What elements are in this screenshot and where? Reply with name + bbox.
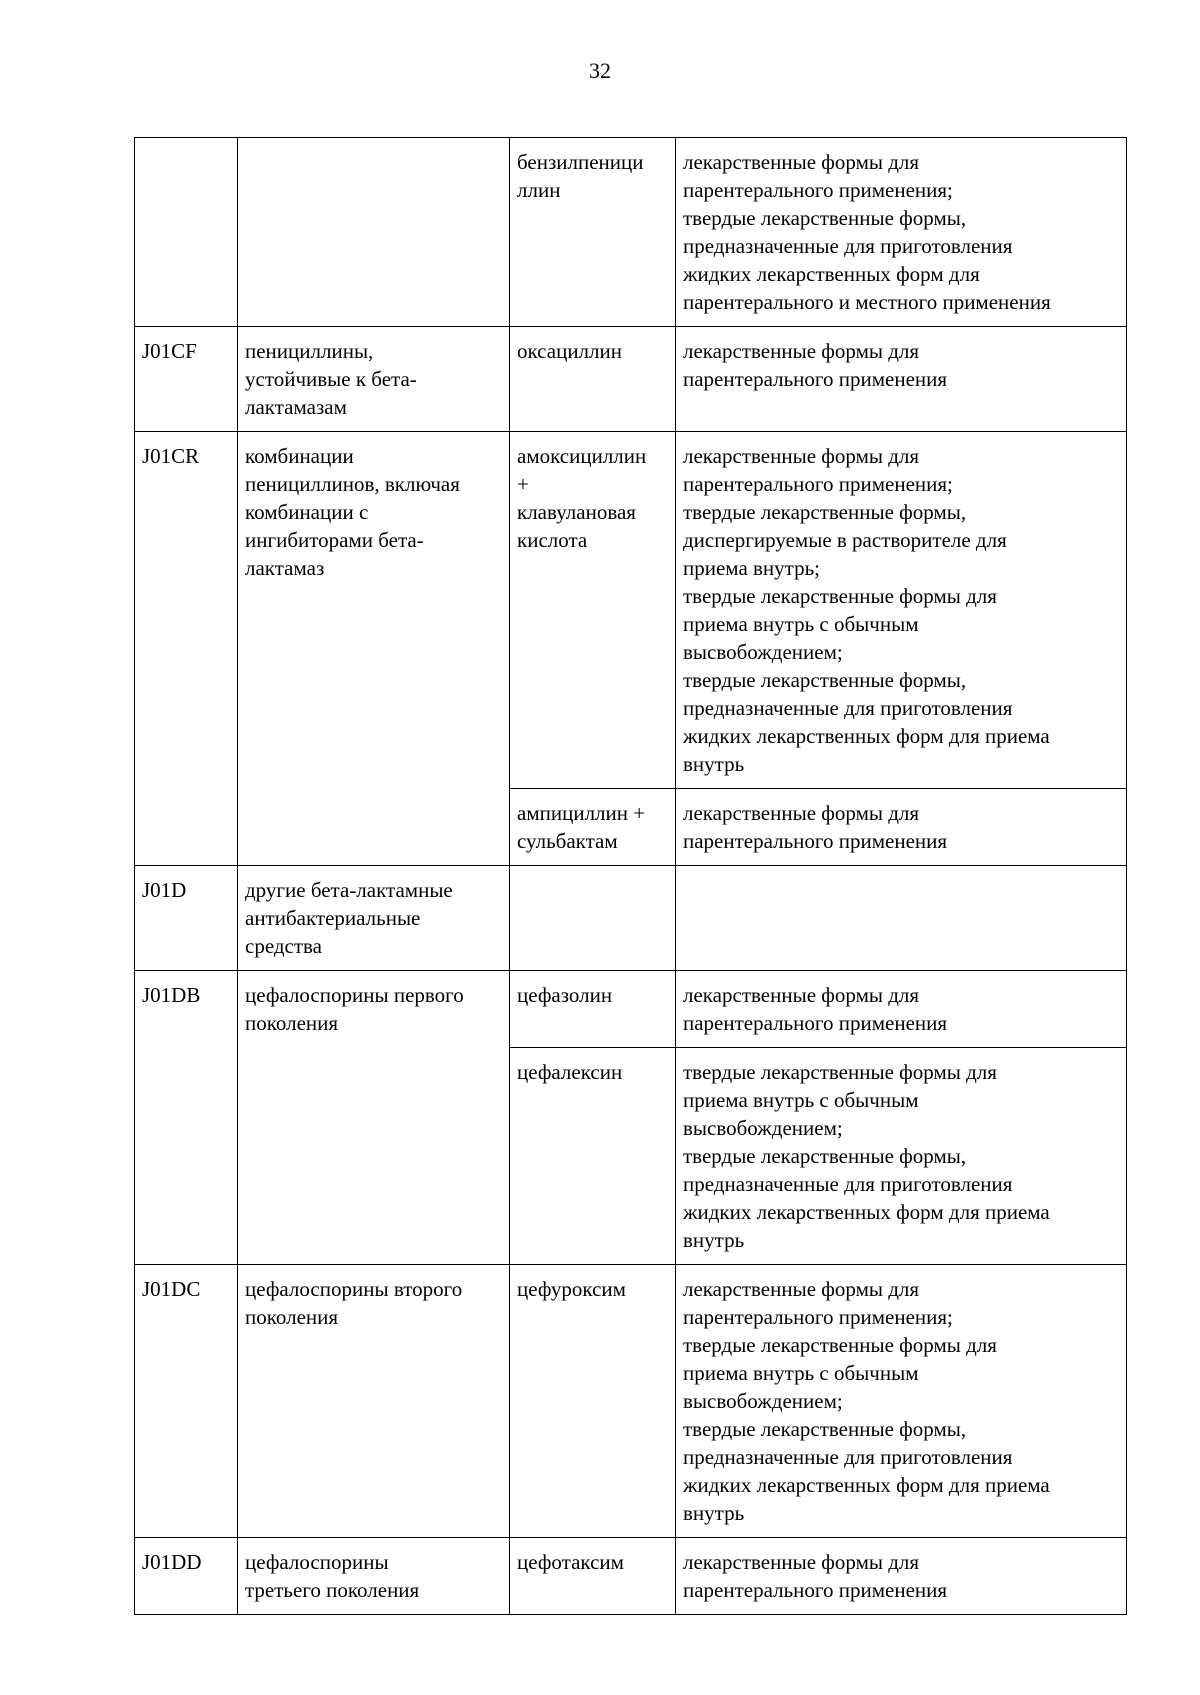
dosage-form-line: предназначенные для приготовления [683, 1445, 1013, 1469]
drug-name-cell [510, 866, 676, 971]
dosage-form-line: лекарственные формы для [683, 444, 920, 468]
dosage-form-line: приема внутрь с обычным [683, 1088, 919, 1112]
drug-name-line: + [517, 472, 529, 496]
drug-name-cell [510, 327, 676, 432]
dosage-forms-cell [676, 789, 1127, 866]
group-name-cell [238, 327, 510, 432]
group-name-line: устойчивые к бета- [245, 367, 417, 391]
drug-name-line: амоксициллин [517, 444, 647, 468]
dosage-form-line: лекарственные формы для [683, 1277, 920, 1301]
dosage-forms-cell [676, 866, 1127, 971]
dosage-forms-cell [676, 138, 1127, 327]
group-name-line: поколения [245, 1305, 339, 1329]
drug-name-line: цефалексин [517, 1060, 623, 1084]
atc-code-cell [135, 138, 238, 327]
table-row [135, 138, 1127, 327]
group-name-line: антибактериальные [245, 906, 421, 930]
dosage-form-line: парентерального применения; [683, 472, 953, 496]
group-name-line: цефалоспорины второго [245, 1277, 463, 1301]
drug-name-cell [510, 138, 676, 327]
drug-name-line: сульбактам [517, 829, 618, 853]
dosage-form-line: твердые лекарственные формы, [683, 1417, 967, 1441]
atc-code-cell: J01CF [135, 327, 238, 432]
dosage-form-line: твердые лекарственные формы для [683, 1333, 997, 1357]
group-name-line: средства [245, 934, 323, 958]
table-row [135, 1265, 1127, 1538]
drug-name-line: оксациллин [517, 339, 622, 363]
drug-name-line: цефотаксим [517, 1550, 624, 1574]
table-row [135, 1538, 1127, 1615]
dosage-form-line: парентерального применения; [683, 178, 953, 202]
dosage-form-line: твердые лекарственные формы для [683, 1060, 997, 1084]
dosage-form-line: предназначенные для приготовления [683, 696, 1013, 720]
group-name-line: цефалоспорины [245, 1550, 389, 1574]
dosage-form-line: лекарственные формы для [683, 983, 920, 1007]
group-name-cell [238, 1265, 510, 1538]
dosage-form-line: внутрь [683, 1501, 745, 1525]
dosage-form-line: твердые лекарственные формы, [683, 1144, 967, 1168]
dosage-form-line: парентерального применения [683, 367, 948, 391]
group-name-line: комбинации с [245, 500, 369, 524]
dosage-form-line: жидких лекарственных форм для приема [683, 1473, 1050, 1497]
atc-code-cell: J01D [135, 866, 238, 971]
group-name-line: цефалоспорины первого [245, 983, 464, 1007]
group-name-cell [238, 138, 510, 327]
group-name-line: пенициллинов, включая [245, 472, 460, 496]
atc-code-cell: J01DD [135, 1538, 238, 1615]
dosage-form-line: парентерального применения; [683, 1305, 953, 1329]
group-name-cell [238, 432, 510, 866]
table-row [135, 866, 1127, 971]
group-name-line: комбинации [245, 444, 354, 468]
page-number: 32 [589, 58, 611, 83]
dosage-forms-cell [676, 432, 1127, 789]
dosage-form-line: лекарственные формы для [683, 150, 920, 174]
dosage-forms-cell [676, 1048, 1127, 1265]
dosage-form-line: парентерального применения [683, 829, 948, 853]
drug-name-line: ллин [517, 178, 561, 202]
table-row [135, 971, 1127, 1048]
dosage-form-line: жидких лекарственных форм для приема [683, 724, 1050, 748]
dosage-form-line: предназначенные для приготовления [683, 234, 1013, 258]
drug-name-line: ампициллин + [517, 801, 646, 825]
group-name-line: лактамаз [245, 556, 325, 580]
drug-name-line: клавулановая [517, 500, 636, 524]
atc-code-cell: J01DC [135, 1265, 238, 1538]
drug-name-line: цефуроксим [517, 1277, 626, 1301]
table-row [135, 327, 1127, 432]
group-name-cell [238, 971, 510, 1265]
group-name-cell [238, 866, 510, 971]
group-name-line: лактамазам [245, 395, 347, 419]
dosage-form-line: приема внутрь; [683, 556, 821, 580]
group-name-line: третьего поколения [245, 1578, 420, 1602]
dosage-form-line: внутрь [683, 1228, 745, 1252]
drug-name-line: кислота [517, 528, 588, 552]
atc-code-cell: J01DB [135, 971, 238, 1265]
dosage-forms-cell [676, 327, 1127, 432]
dosage-form-line: парентерального применения [683, 1578, 948, 1602]
dosage-form-line: высвобождением; [683, 1116, 843, 1140]
dosage-form-line: парентерального и местного применения [683, 290, 1051, 314]
dosage-form-line: высвобождением; [683, 1389, 843, 1413]
drug-name-cell [510, 789, 676, 866]
dosage-form-line: приема внутрь с обычным [683, 1361, 919, 1385]
group-name-cell [238, 1538, 510, 1615]
drug-name-line: бензилпеници [517, 150, 644, 174]
dosage-forms-cell [676, 1265, 1127, 1538]
table-row [135, 432, 1127, 789]
dosage-form-line: жидких лекарственных форм для [683, 262, 980, 286]
dosage-form-line: приема внутрь с обычным [683, 612, 919, 636]
dosage-form-line: лекарственные формы для [683, 339, 920, 363]
dosage-form-line: внутрь [683, 752, 745, 776]
drug-name-cell [510, 1048, 676, 1265]
dosage-form-line: предназначенные для приготовления [683, 1172, 1013, 1196]
drug-name-cell [510, 1538, 676, 1615]
group-name-line: поколения [245, 1011, 339, 1035]
drug-name-cell [510, 971, 676, 1048]
dosage-form-line: лекарственные формы для [683, 801, 920, 825]
dosage-form-line: парентерального применения [683, 1011, 948, 1035]
drug-name-line: цефазолин [517, 983, 613, 1007]
group-name-line: пенициллины, [245, 339, 374, 363]
group-name-line: ингибиторами бета- [245, 528, 424, 552]
dosage-form-line: высвобождением; [683, 640, 843, 664]
dosage-form-line: лекарственные формы для [683, 1550, 920, 1574]
drug-name-cell [510, 1265, 676, 1538]
dosage-form-line: диспергируемые в растворителе для [683, 528, 1007, 552]
dosage-forms-cell [676, 1538, 1127, 1615]
atc-code-cell: J01CR [135, 432, 238, 866]
dosage-forms-cell [676, 971, 1127, 1048]
drug-classification-table [134, 137, 1127, 1615]
dosage-form-line: жидких лекарственных форм для приема [683, 1200, 1050, 1224]
dosage-form-line: твердые лекарственные формы для [683, 584, 997, 608]
dosage-form-line: твердые лекарственные формы, [683, 500, 967, 524]
dosage-form-line: твердые лекарственные формы, [683, 206, 967, 230]
drug-name-cell [510, 432, 676, 789]
table-body [135, 138, 1127, 1615]
group-name-line: другие бета-лактамные [245, 878, 453, 902]
dosage-form-line: твердые лекарственные формы, [683, 668, 967, 692]
